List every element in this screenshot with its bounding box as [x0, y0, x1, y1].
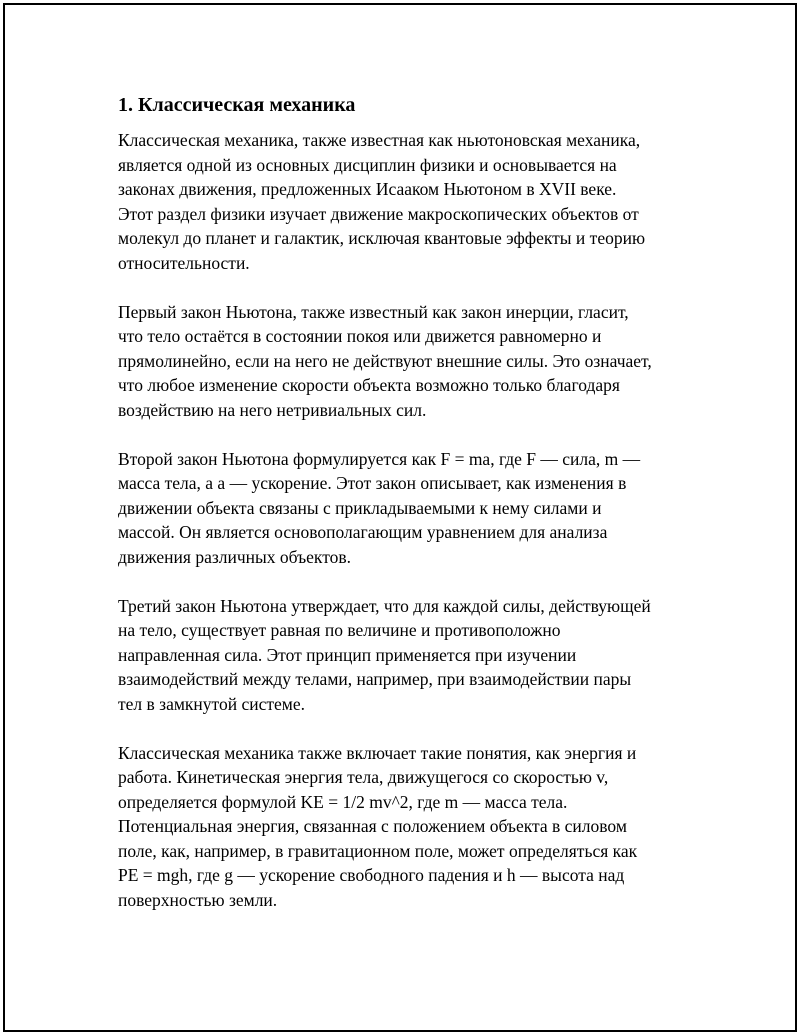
paragraph-intro [118, 128, 698, 275]
text-line: тел в замкнутой системе. [118, 693, 305, 714]
text-line: Потенциальная энергия, связанная с положением объекта в силовом [118, 816, 627, 836]
text-line: направленная сила. Этот принцип применяется при изучении [118, 644, 577, 665]
text-line: поле, как, например, в гравитационном поле, может определяться как [118, 840, 638, 861]
text-line: Первый закон Ньютона, также известный как закон инерции, гласит, [118, 301, 629, 322]
text-line: работа. Кинетическая энергия тела, движущегося со скоростью v, [118, 767, 609, 787]
text-line: массой. Он является основополагающим уравнением для анализа [118, 522, 608, 542]
paragraph-third-law [118, 594, 698, 717]
section-title: 1. Классическая механика [118, 94, 356, 116]
text-line: взаимодействий между телами, например, при взаимодействии пары [118, 669, 632, 689]
text-line: поверхностью земли. [118, 889, 278, 910]
text-line: молекул до планет и галактик, исключая квантовые эффекты и теорию [118, 228, 646, 248]
text-line: что тело остаётся в состоянии покоя или движется равномерно и [118, 326, 602, 346]
text-line: Классическая механика также включает такие понятия, как энергия и [118, 742, 637, 763]
paragraph-energy [118, 741, 698, 913]
text-line: является одной из основных дисциплин физики и основывается на [118, 154, 617, 175]
text-line: движении объекта связаны с прикладываемыми к нему силами и [118, 497, 602, 518]
text-line: воздействию на него нетривиальных сил. [118, 399, 427, 420]
text-line: PE = mgh, где g — ускорение свободного падения и h — высота над [118, 865, 625, 885]
text-line: законах движения, предложенных Исааком Ньютоном в XVII веке. [118, 179, 617, 199]
text-line: Второй закон Ньютона формулируется как F = ma, где F — сила, m — [118, 448, 641, 469]
text-line: Третий закон Ньютона утверждает, что для каждой силы, действующей [118, 595, 651, 616]
text-line: масса тела, а a — ускорение. Этот закон описывает, как изменения в [118, 473, 627, 493]
text-line: движения различных объектов. [118, 546, 352, 567]
text-line: прямолинейно, если на него не действуют внешние силы. Это означает, [118, 350, 652, 371]
paragraph-first-law [118, 300, 698, 423]
text-line: относительности. [118, 252, 250, 273]
text-line: определяется формулой KE = 1/2 mv^2, где m — масса тела. [118, 791, 568, 812]
text-line: на тело, существует равная по величине и противоположно [118, 620, 561, 640]
document-body [118, 93, 698, 937]
text-line: Классическая механика, также известная как ньютоновская механика, [118, 130, 641, 150]
paragraph-second-law [118, 447, 698, 570]
text-line: Этот раздел физики изучает движение макроскопических объектов от [118, 203, 639, 224]
text-line: что любое изменение скорости объекта возможно только благодаря [118, 375, 620, 395]
